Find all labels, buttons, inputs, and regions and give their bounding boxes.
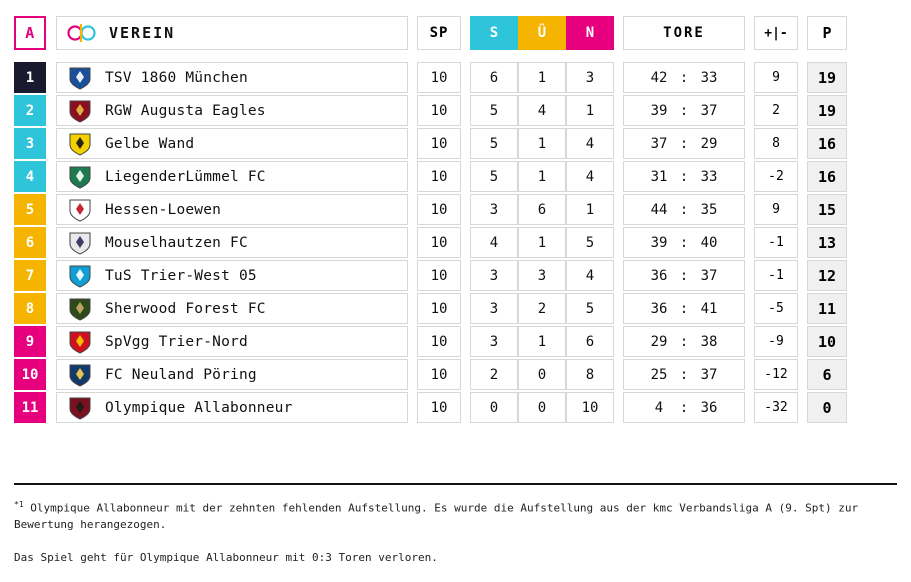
points: 11 xyxy=(807,293,847,324)
matches-played: 10 xyxy=(417,260,461,291)
goals-cell xyxy=(623,62,745,93)
header-u: Ü xyxy=(518,16,566,50)
header-club xyxy=(56,16,408,50)
crest-trierwest-icon xyxy=(67,264,93,288)
header-points: P xyxy=(807,16,847,50)
rank-badge: 3 xyxy=(14,128,46,159)
crest-triernord-icon xyxy=(67,330,93,354)
draws: 2 xyxy=(518,293,566,324)
goals-for: 39 xyxy=(650,234,668,251)
draws: 0 xyxy=(518,392,566,423)
points: 19 xyxy=(807,62,847,93)
goal-difference: 8 xyxy=(754,128,798,159)
goals-for: 4 xyxy=(654,399,664,416)
sun-group xyxy=(470,293,614,324)
club-name: Mouselhautzen FC xyxy=(105,234,248,251)
wins: 5 xyxy=(470,95,518,126)
goals-against: 37 xyxy=(700,102,718,119)
club-cell[interactable] xyxy=(56,128,408,159)
goals-for: 31 xyxy=(650,168,668,185)
table-row[interactable] xyxy=(14,326,897,359)
goals-for: 36 xyxy=(650,300,668,317)
table-row[interactable] xyxy=(14,392,897,425)
points: 16 xyxy=(807,128,847,159)
matches-played: 10 xyxy=(417,194,461,225)
footnote-2: Das Spiel geht für Olympique Allabonneur mit 0:3 Toren verloren. xyxy=(14,550,438,564)
goals-separator: : xyxy=(679,102,689,119)
goals-separator: : xyxy=(679,366,689,383)
standings-rows xyxy=(14,62,897,425)
table-row[interactable] xyxy=(14,62,897,95)
rank-badge: 10 xyxy=(14,359,46,390)
table-row[interactable] xyxy=(14,161,897,194)
goals-separator: : xyxy=(679,267,689,284)
matches-played: 10 xyxy=(417,95,461,126)
crest-sherwood-icon xyxy=(67,297,93,321)
sun-group xyxy=(470,62,614,93)
losses: 3 xyxy=(566,62,614,93)
losses: 10 xyxy=(566,392,614,423)
wins: 6 xyxy=(470,62,518,93)
crest-gelbewand-icon xyxy=(67,132,93,156)
matches-played: 10 xyxy=(417,62,461,93)
goals-against: 29 xyxy=(700,135,718,152)
draws: 3 xyxy=(518,260,566,291)
crest-augusta-icon xyxy=(67,99,93,123)
footnote-marker: *1 xyxy=(14,499,24,509)
club-cell[interactable] xyxy=(56,227,408,258)
goal-difference: 2 xyxy=(754,95,798,126)
footer-divider xyxy=(14,483,897,485)
goals-separator: : xyxy=(679,201,689,218)
header-goal-difference: +|- xyxy=(754,16,798,50)
footnote-1 xyxy=(14,499,897,534)
goals-against: 36 xyxy=(700,399,718,416)
goals-cell xyxy=(623,293,745,324)
matches-played: 10 xyxy=(417,161,461,192)
goals-for: 25 xyxy=(650,366,668,383)
losses: 1 xyxy=(566,194,614,225)
draws: 1 xyxy=(518,227,566,258)
goal-difference: -9 xyxy=(754,326,798,357)
table-row[interactable] xyxy=(14,194,897,227)
matches-played: 10 xyxy=(417,326,461,357)
goals-for: 42 xyxy=(650,69,668,86)
league-logo-icon xyxy=(67,22,97,44)
points: 12 xyxy=(807,260,847,291)
draws: 0 xyxy=(518,359,566,390)
goals-cell xyxy=(623,227,745,258)
crest-1860-icon xyxy=(67,66,93,90)
table-row[interactable] xyxy=(14,128,897,161)
draws: 1 xyxy=(518,62,566,93)
club-name: RGW Augusta Eagles xyxy=(105,102,266,119)
losses: 6 xyxy=(566,326,614,357)
sun-group xyxy=(470,161,614,192)
losses: 8 xyxy=(566,359,614,390)
goals-cell xyxy=(623,326,745,357)
crest-hessen-icon xyxy=(67,198,93,222)
points: 19 xyxy=(807,95,847,126)
goal-difference: 9 xyxy=(754,62,798,93)
goals-cell xyxy=(623,359,745,390)
crest-olympique-icon xyxy=(67,396,93,420)
table-row[interactable] xyxy=(14,95,897,128)
goals-separator: : xyxy=(679,300,689,317)
footer xyxy=(14,475,897,582)
matches-played: 10 xyxy=(417,128,461,159)
header-club-label: VEREIN xyxy=(109,24,176,42)
points: 15 xyxy=(807,194,847,225)
points: 6 xyxy=(807,359,847,390)
goals-for: 36 xyxy=(650,267,668,284)
wins: 0 xyxy=(470,392,518,423)
sun-group xyxy=(470,128,614,159)
footnote-1-text: Olympique Allabonneur mit der zehnten fehlenden Aufstellung. Es wurde die Aufstellung aus der kmc Verbandsliga A (9. Spt) zur Bewertung herangezogen. xyxy=(14,501,859,531)
rank-badge: 1 xyxy=(14,62,46,93)
draws: 4 xyxy=(518,95,566,126)
club-cell[interactable] xyxy=(56,392,408,423)
losses: 5 xyxy=(566,227,614,258)
points: 10 xyxy=(807,326,847,357)
goals-against: 40 xyxy=(700,234,718,251)
points: 13 xyxy=(807,227,847,258)
losses: 4 xyxy=(566,260,614,291)
club-cell[interactable] xyxy=(56,161,408,192)
goals-separator: : xyxy=(679,333,689,350)
losses: 4 xyxy=(566,161,614,192)
rank-badge: 8 xyxy=(14,293,46,324)
club-name: Olympique Allabonneur xyxy=(105,399,293,416)
goal-difference: -12 xyxy=(754,359,798,390)
goal-difference: -1 xyxy=(754,260,798,291)
goals-cell xyxy=(623,161,745,192)
rank-badge: 9 xyxy=(14,326,46,357)
goal-difference: -1 xyxy=(754,227,798,258)
sun-group xyxy=(470,95,614,126)
matches-played: 10 xyxy=(417,359,461,390)
goals-cell xyxy=(623,194,745,225)
club-name: Gelbe Wand xyxy=(105,135,195,152)
sun-group xyxy=(470,227,614,258)
goals-cell xyxy=(623,392,745,423)
goal-difference: -2 xyxy=(754,161,798,192)
table-row[interactable] xyxy=(14,359,897,392)
sun-group xyxy=(470,359,614,390)
sun-group xyxy=(470,392,614,423)
table-row[interactable] xyxy=(14,260,897,293)
header-n: N xyxy=(566,16,614,50)
goals-separator: : xyxy=(679,234,689,251)
wins: 5 xyxy=(470,128,518,159)
draws: 1 xyxy=(518,326,566,357)
matches-played: 10 xyxy=(417,392,461,423)
club-cell[interactable] xyxy=(56,62,408,93)
crest-neuland-icon xyxy=(67,363,93,387)
goals-against: 38 xyxy=(700,333,718,350)
wins: 3 xyxy=(470,293,518,324)
header-s: S xyxy=(470,16,518,50)
goals-cell xyxy=(623,95,745,126)
matches-played: 10 xyxy=(417,293,461,324)
sun-group xyxy=(470,326,614,357)
draws: 1 xyxy=(518,128,566,159)
goals-against: 37 xyxy=(700,267,718,284)
club-name: LiegenderLümmel FC xyxy=(105,168,266,185)
goals-against: 33 xyxy=(700,168,718,185)
losses: 5 xyxy=(566,293,614,324)
points: 0 xyxy=(807,392,847,423)
table-row[interactable] xyxy=(14,227,897,260)
crest-luemmel-icon xyxy=(67,165,93,189)
crest-mouselhautzen-icon xyxy=(67,231,93,255)
goals-against: 37 xyxy=(700,366,718,383)
rank-badge: 11 xyxy=(14,392,46,423)
club-cell[interactable] xyxy=(56,260,408,291)
rank-badge: 7 xyxy=(14,260,46,291)
wins: 5 xyxy=(470,161,518,192)
rank-badge: 2 xyxy=(14,95,46,126)
goals-separator: : xyxy=(679,399,689,416)
goals-for: 39 xyxy=(650,102,668,119)
club-name: TuS Trier-West 05 xyxy=(105,267,257,284)
club-name: Hessen-Loewen xyxy=(105,201,222,218)
wins: 2 xyxy=(470,359,518,390)
goals-against: 35 xyxy=(700,201,718,218)
club-name: FC Neuland Pöring xyxy=(105,366,257,383)
header-rank-badge: A xyxy=(14,16,46,50)
draws: 1 xyxy=(518,161,566,192)
header-sun-group xyxy=(470,16,614,50)
goals-cell xyxy=(623,260,745,291)
club-cell[interactable] xyxy=(56,194,408,225)
goals-for: 29 xyxy=(650,333,668,350)
draws: 6 xyxy=(518,194,566,225)
goals-separator: : xyxy=(679,69,689,86)
goals-cell xyxy=(623,128,745,159)
goals-separator: : xyxy=(679,168,689,185)
table-row[interactable] xyxy=(14,293,897,326)
goal-difference: -5 xyxy=(754,293,798,324)
rank-badge: 4 xyxy=(14,161,46,192)
losses: 4 xyxy=(566,128,614,159)
goals-against: 41 xyxy=(700,300,718,317)
club-cell[interactable] xyxy=(56,359,408,390)
wins: 3 xyxy=(470,194,518,225)
club-name: Sherwood Forest FC xyxy=(105,300,266,317)
goals-for: 44 xyxy=(650,201,668,218)
club-cell[interactable] xyxy=(56,326,408,357)
sun-group xyxy=(470,260,614,291)
club-name: SpVgg Trier-Nord xyxy=(105,333,248,350)
rank-badge: 5 xyxy=(14,194,46,225)
goal-difference: -32 xyxy=(754,392,798,423)
club-cell[interactable] xyxy=(56,95,408,126)
table-header xyxy=(14,16,897,52)
header-sp: SP xyxy=(417,16,461,50)
wins: 4 xyxy=(470,227,518,258)
losses: 1 xyxy=(566,95,614,126)
goals-for: 37 xyxy=(650,135,668,152)
rank-badge: 6 xyxy=(14,227,46,258)
matches-played: 10 xyxy=(417,227,461,258)
wins: 3 xyxy=(470,326,518,357)
wins: 3 xyxy=(470,260,518,291)
club-name: TSV 1860 München xyxy=(105,69,248,86)
club-cell[interactable] xyxy=(56,293,408,324)
goal-difference: 9 xyxy=(754,194,798,225)
goals-separator: : xyxy=(679,135,689,152)
sun-group xyxy=(470,194,614,225)
goals-against: 33 xyxy=(700,69,718,86)
points: 16 xyxy=(807,161,847,192)
header-tore: TORE xyxy=(623,16,745,50)
